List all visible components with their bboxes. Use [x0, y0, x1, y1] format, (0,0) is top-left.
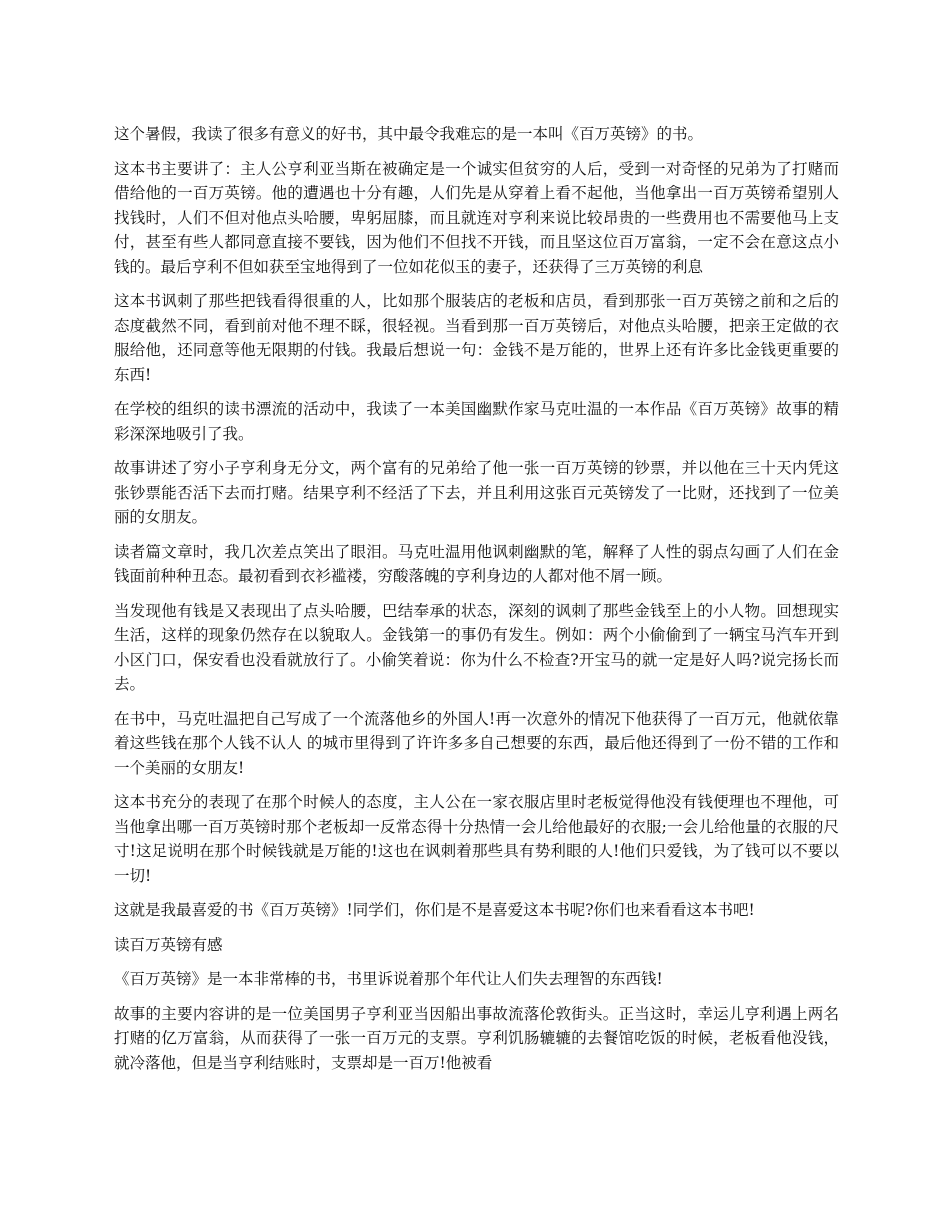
paragraph-summary: 这本书主要讲了：主人公亨利亚当斯在被确定是一个诚实但贫穷的人后，受到一对奇怪的兄弟为了打赌而借给他的一百万英镑。他的遭遇也十分有趣，人们先是从穿着上看不起他，当他拿出一百万英镑希望别人找钱时，人们不但对他点头哈腰，卑躬屈膝，而且就连对亨利来说比较昂贵的一些费用也不需要他马上支付，甚至有些人都同意直接不要钱，因为他们不但找不开钱，而且坚这位百万富翁，一定不会在意这点小钱的。最后亨利不但如获至宝地得到了一位如花似玉的妻子，还获得了三万英镑的利息: [114, 159, 839, 276]
paragraph-book-intro: 《百万英镑》是一本非常棒的书，书里诉说着那个年代让人们失去理智的东西钱!: [114, 970, 663, 988]
paragraph-intro: 这个暑假，我读了很多有意义的好书，其中最令我难忘的是一本叫《百万英镑》的书。: [114, 125, 704, 143]
paragraph-story: 故事讲述了穷小子亨利身无分文，两个富有的兄弟给了他一张一百万英镑的钞票，并以他在三十天内凭这张钞票能否活下去而打赌。结果亨利不经活了下去，并且利用这张百元英镑发了一比财，还找到了一位美丽的女朋友。: [114, 459, 839, 526]
paragraph-attitude: 这本书充分的表现了在那个时候人的态度，主人公在一家衣服店里时老板觉得他没有钱便理也不理他，可当他拿出哪一百万英镑时那个老板却一反常态得十分热情一会儿给他最好的衣服;一会儿给他量的衣服的尺寸!这足说明在那个时候钱就是万能的!这也在讽刺着那些具有势利眼的人!他们只爱钱，为了钱可以不要以一切!: [114, 793, 839, 885]
paragraph-foreigner: 在书中，马克吐温把自己写成了一个流落他乡的外国人!再一次意外的情况下他获得了一百万元，他就依靠着这些钱在那个人钱不认人 的城市里得到了许许多多自己想要的东西，最后他还得到了一份不错的工作和一个美丽的女朋友!: [114, 709, 839, 777]
paragraph-satire: 这本书讽刺了那些把钱看得很重的人，比如那个服装店的老板和店员，看到那张一百万英镑之前和之后的态度截然不同，看到前对他不理不睬，很轻视。当看到那一百万英镑后，对他点头哈腰，把亲王定做的衣服给他，还同意等他无限期的付钱。我最后想说一句：金钱不是万能的，世界上还有许多比金钱更重要的东西!: [114, 292, 839, 384]
paragraph-reader-reaction: 读者篇文章时，我几次差点笑出了眼泪。马克吐温用他讽刺幽默的笔，解释了人性的弱点勾画了人们在金钱面前种种丑态。最初看到衣衫褴褛，穷酸落魄的亨利身边的人都对他不屑一顾。: [114, 542, 839, 585]
paragraph-recommend: 这就是我最喜爱的书《百万英镑》!同学们，你们是不是喜爱这本书呢?你们也来看看这本书吧!: [114, 901, 755, 919]
paragraph-reality: 当发现他有钱是又表现出了点头哈腰，巴结奉承的状态，深刻的讽刺了那些金钱至上的小人物。回想现实生活，这样的现象仍然存在以貌取人。金钱第一的事仍有发生。例如：两个小偷偷到了一辆宝马汽车开到小区门口，保安看也没看就放行了。小偷笑着说：你为什么不检查?开宝马的就一定是好人吗?说完扬长而去。: [114, 601, 839, 693]
section-heading: 读百万英镑有感: [114, 935, 223, 954]
document-body: [114, 122, 839, 1085]
paragraph-story-content: 故事的主要内容讲的是一位美国男子亨利亚当因船出事故流落伦敦街头。正当这时，幸运儿亨利遇上两名打赌的亿万富翁，从而获得了一张一百万元的支票。亨利饥肠辘辘的去餐馆吃饭的时候，老板看他没钱，就冷落他，但是当亨利结账时，支票却是一百万!他被看: [114, 1004, 839, 1072]
paragraph-reading-activity: 在学校的组织的读书漂流的活动中，我读了一本美国幽默作家马克吐温的一本作品《百万英镑》故事的精彩深深地吸引了我。: [114, 400, 839, 443]
